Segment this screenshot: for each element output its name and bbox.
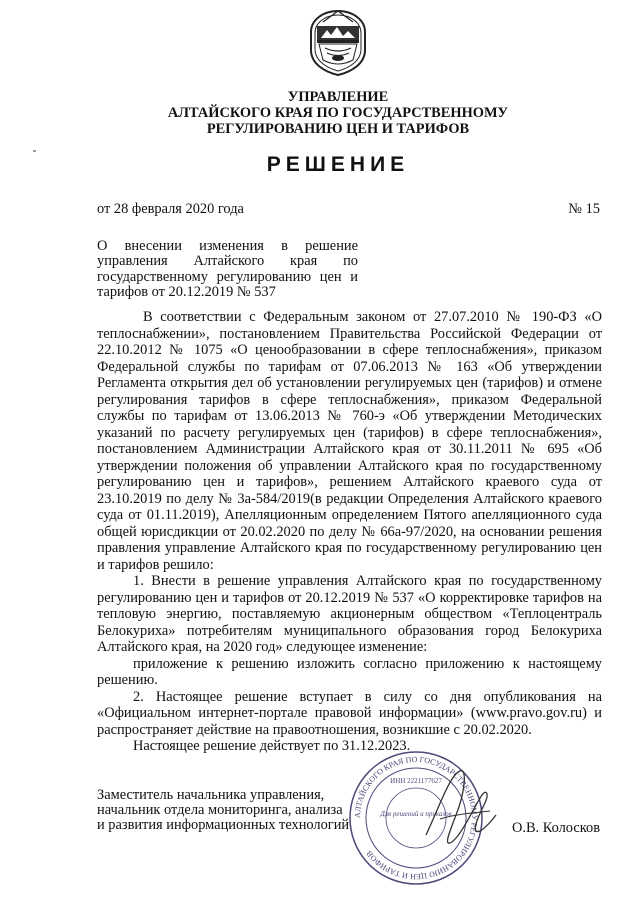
document-number: № 15 [568, 201, 600, 217]
document-subject: О внесении изменения в решение управления Алтайского края по государственному регулированию цен и тарифов от 20.12.2019 № 537 [97, 238, 358, 300]
document-body [97, 309, 602, 755]
scan-mark [33, 150, 36, 152]
organization-header [0, 89, 640, 137]
paragraph-item-1-text: приложение к решению изложить согласно приложению к настоящему решению. [97, 655, 602, 688]
document-title: РЕШЕНИЕ [266, 153, 410, 176]
signer-name: О.В. Колосков [511, 820, 600, 836]
paragraph-validity: Настоящее решение действует по 31.12.2023. [133, 738, 411, 754]
signer-position-line-1: Заместитель начальника управления, [97, 787, 325, 803]
stamp-center-text: Для решений и приказов [380, 810, 452, 818]
document-date: от 28 февраля 2020 года [97, 201, 244, 217]
paragraph-item-1: 1. Внести в решение управления Алтайского края по государственному регулированию цен и тарифов от 20.12.2019 № 537 «О корректировке тарифов на тепловую энергию, поставляемую акционерным обществом «Теплоцентраль Белокуриха» потребителям муниципального образования город Белокуриха Алтайского края, на 2020 год» следующее изменение: [97, 573, 602, 655]
paragraph-item-2: 2. Настоящее решение вступает в силу со дня опубликования на «Официальном интернет-портале правовой информации» (www.pravo.gov.ru) и распространяет действие на правоотношения, возникшие с 20.02.2020. [97, 688, 602, 738]
signer-position-line-3: и развития информационных технологий [97, 817, 350, 833]
signer-position [97, 788, 349, 833]
stamp-ring-text: АЛТАЙСКОГО КРАЯ ПО ГОСУДАРСТВЕННОМУ РЕГУЛИРОВАНИЮ ЦЕН И ТАРИФОВ [352, 754, 480, 882]
signer-position-line-2: начальник отдела мониторинга, анализа [97, 802, 343, 818]
handwritten-signature [420, 765, 500, 860]
organization-line-1: УПРАВЛЕНИЕ [287, 89, 389, 105]
paragraph-preamble: В соответствии с Федеральным законом от 27.07.2010 № 190-ФЗ «О теплоснабжении», постановлением Правительства Российской Федерации от 22.10.2012 № 1075 «О ценообразовании в сфере теплоснабжения», приказом Федеральной службы по тарифам от 07.06.2013 № 163 «Об утверждении Регламента открытия дел об установлении регулируемых цен (тарифов) и отмене регулирования тарифов в сфере теплоснабжения», приказом Федеральной службы по тарифам от 13.06.2013 № 760-э «Об утверждении Методических указаний по расчету регулируемых цен (тарифов) в сфере теплоснабжения», постановлением Администрации Алтайского края от 30.11.2011 № 695 «Об утверждении положения об управлении Алтайского края по государственному регулированию цен и тарифов», решением Алтайского краевого суда от 23.10.2019 по делу № 3а-584/2019(в редакции Определения Алтайского краевого суда от 01.11.2019), Апелляционным определением Пятого апелляционного суда общей юрисдикции от 20.02.2020 по делу № 66а-97/2020, на основании решения правления управление Алтайского края по государственному регулированию цен и тарифов решило: [97, 309, 602, 573]
organization-line-3: РЕГУЛИРОВАНИЮ ЦЕН И ТАРИФОВ [206, 121, 470, 137]
stamp-inn: ИНН 2221177627 [390, 777, 442, 785]
coat-of-arms-emblem [303, 8, 373, 78]
organization-line-2: АЛТАЙСКОГО КРАЯ ПО ГОСУДАРСТВЕННОМУ [167, 105, 509, 121]
